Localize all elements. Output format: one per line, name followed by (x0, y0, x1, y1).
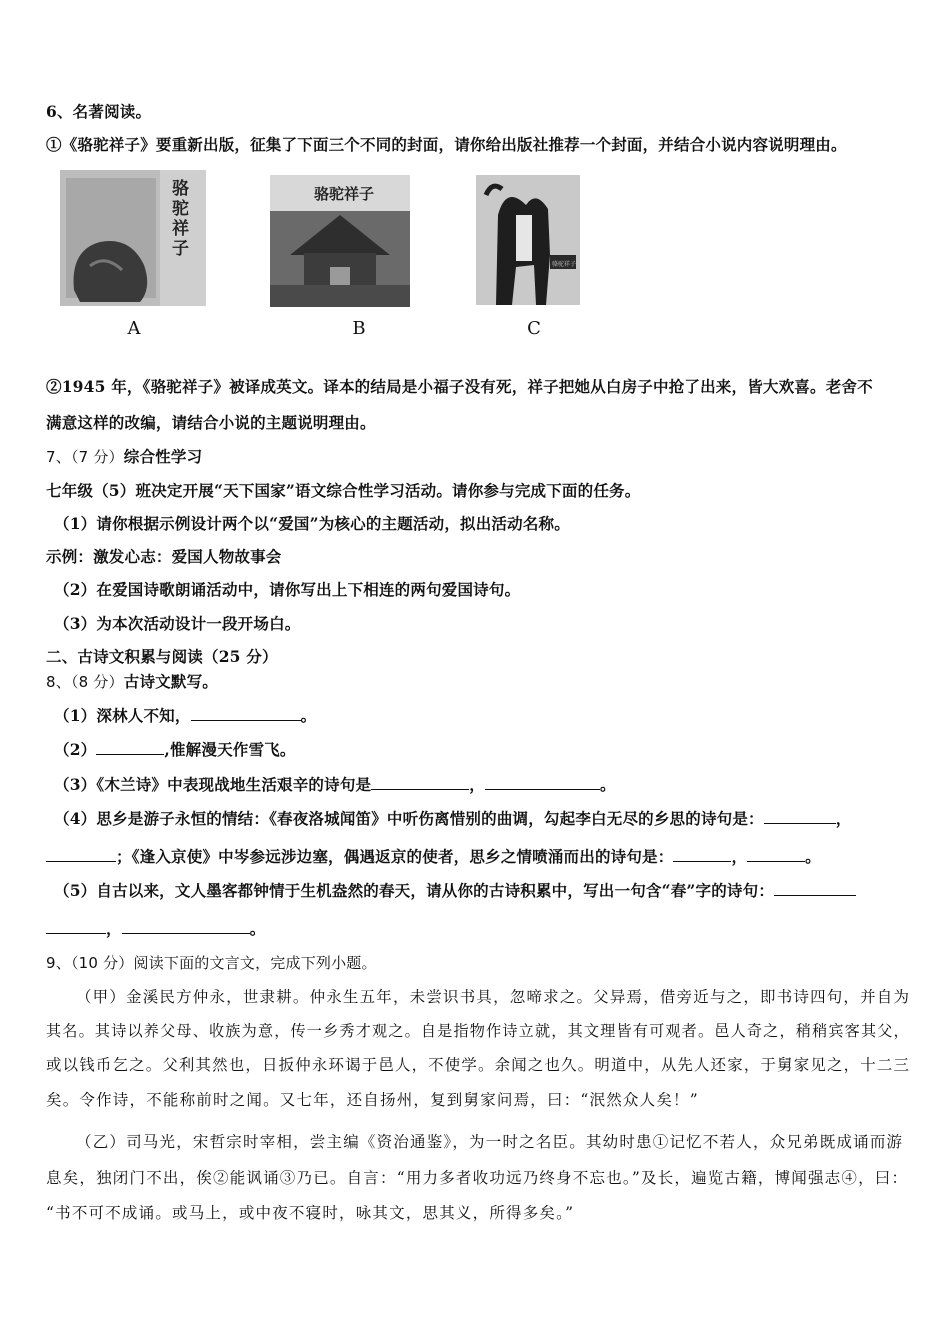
q8-item4-comma2: ， (731, 847, 748, 866)
q8-item2-text: （2） (54, 740, 97, 759)
q7-title-prefix: 7、（7 分） (46, 448, 124, 466)
svg-text:骆驼祥子: 骆驼祥子 (552, 261, 577, 268)
q8-title (46, 671, 218, 693)
q8-item5-comma: ， (106, 919, 122, 938)
q7-example: 示例：激发心志：爱国人物故事会 (46, 547, 282, 566)
q6-title: 6、名著阅读。 (46, 102, 152, 121)
q7-title (46, 446, 202, 468)
q8-item4-comma: ， (835, 809, 852, 828)
cover-c-image (476, 175, 580, 305)
q8-item5-text: （5）自古以来，文人墨客都钟情于生机盎然的春天，请从你的古诗积累中，写出一句含“春”字的诗句： (54, 881, 775, 900)
q7-intro: 七年级（5）班决定开展“天下国家”语文综合性学习活动。请你参与完成下面的任务。 (46, 481, 641, 500)
answer-blank[interactable] (371, 775, 469, 790)
q9-yi-line: “书不可不成诵。或马上，或中夜不寝时，咏其文，思其义，所得多矣。” (46, 1204, 575, 1222)
q8-item2-end: ,惟解漫天作雪飞。 (164, 740, 296, 759)
cover-b-label: B (352, 318, 366, 339)
svg-text:骆: 骆 (172, 179, 189, 199)
q7-item1: （1）请你根据示例设计两个以“爱国”为核心的主题活动，拟出活动名称。 (54, 514, 570, 533)
section2-title: 二、古诗文积累与阅读（25 分） (46, 647, 278, 666)
q9-title-main: 阅读下面的文言文，完成下列小题。 (133, 954, 377, 972)
answer-blank[interactable] (191, 706, 301, 721)
cover-b-image (270, 175, 410, 307)
q9-jia-line: 矣。令作诗，不能称前时之闻。又七年，还自扬州，复到舅家问焉，曰：“泯然众人矣！” (46, 1091, 699, 1109)
cover-c-label: C (527, 318, 541, 339)
q8-title-prefix: 8、（8 分） (46, 673, 124, 691)
answer-blank[interactable] (673, 847, 731, 862)
answer-blank[interactable] (747, 847, 805, 862)
q8-item4-line1 (54, 808, 851, 830)
q8-item5-line1 (54, 880, 856, 902)
q9-jia-line: 或以钱币乞之。父利其然也，日扳仲永环谒于邑人，不使学。余闻之也久。明道中，从先人还家，于舅家见之，十二三 (46, 1056, 911, 1074)
cover-a-image (60, 170, 206, 306)
q7-title-main: 综合性学习 (123, 447, 203, 466)
q8-item3 (54, 774, 616, 796)
q8-item2 (54, 739, 296, 761)
q6-sub2-line2: 满意这样的改编，请结合小说的主题说明理由。 (46, 413, 376, 432)
q9-yi-line: 息矣，独闭门不出，俟②能讽诵③乃已。自言：“用力多者收功远乃终身不忘也。”及长，遍览古籍，博闻强志④，曰： (46, 1169, 909, 1187)
q8-item4-text: （4）思乡是游子永恒的情结：《春夜洛城闻笛》中听伤离惜别的曲调，勾起李白无尽的乡思的诗句是： (54, 809, 764, 828)
answer-blank[interactable] (764, 809, 836, 824)
q8-item1-text: （1）深林人不知， (54, 706, 191, 725)
q8-item1-end: 。 (300, 706, 317, 725)
q6-sub1: ①《骆驼祥子》要重新出版，征集了下面三个不同的封面，请你给出版社推荐一个封面，并结合小说内容说明理由。 (46, 135, 847, 154)
q8-item3-comma: ， (469, 775, 485, 794)
svg-text:子: 子 (172, 239, 189, 259)
svg-text:祥: 祥 (172, 219, 189, 239)
q9-jia-line: （甲）金溪民方仲永，世隶耕。仲永生五年，未尝识书具，忽啼求之。父异焉，借旁近与之，即书诗四句，并自为 (76, 988, 911, 1006)
svg-text:骆驼祥子: 骆驼祥子 (314, 185, 375, 203)
svg-text:驼: 驼 (172, 199, 189, 219)
q7-item2: （2）在爱国诗歌朗诵活动中，请你写出上下相连的两句爱国诗句。 (54, 580, 521, 599)
q9-jia-line: 其名。其诗以养父母、收族为意，传一乡秀才观之。自是指物作诗立就，其文理皆有可观者。邑人奇之，稍稍宾客其父， (46, 1022, 910, 1040)
q8-item4-text2: ；《逢入京使》中岑参远涉边塞，偶遇返京的使者，思乡之情喷涌而出的诗句是： (116, 847, 674, 866)
q8-item5-line2 (46, 918, 265, 940)
q8-item3-text: （3）《木兰诗》中表现战地生活艰辛的诗句是 (54, 775, 372, 794)
q8-title-main: 古诗文默写。 (123, 672, 218, 691)
answer-blank[interactable] (46, 847, 116, 862)
q9-title-prefix: 9、（10 分） (46, 954, 134, 972)
q6-sub2-line1: ②1945 年，《骆驼祥子》被译成英文。译本的结局是小福子没有死，祥子把她从白房子中抢了出来，皆大欢喜。老舍不 (46, 377, 873, 396)
answer-blank[interactable] (485, 775, 600, 790)
q8-item4-line2 (46, 846, 821, 868)
q8-item1 (54, 705, 316, 727)
q8-item4-end: 。 (805, 847, 821, 866)
cover-a-label: A (127, 318, 141, 339)
answer-blank[interactable] (122, 919, 250, 934)
q7-item3: （3）为本次活动设计一段开场白。 (54, 614, 301, 633)
answer-blank[interactable] (46, 919, 106, 934)
q8-item3-end: 。 (599, 775, 616, 794)
q9-title (46, 952, 377, 974)
answer-blank[interactable] (774, 881, 856, 896)
q8-item5-end: 。 (249, 919, 266, 938)
answer-blank[interactable] (96, 740, 164, 755)
q9-yi-line: （乙）司马光，宋哲宗时宰相，尝主编《资治通鉴》，为一时之名臣。其幼时患①记忆不若人，众兄弟既成诵而游 (76, 1133, 904, 1151)
